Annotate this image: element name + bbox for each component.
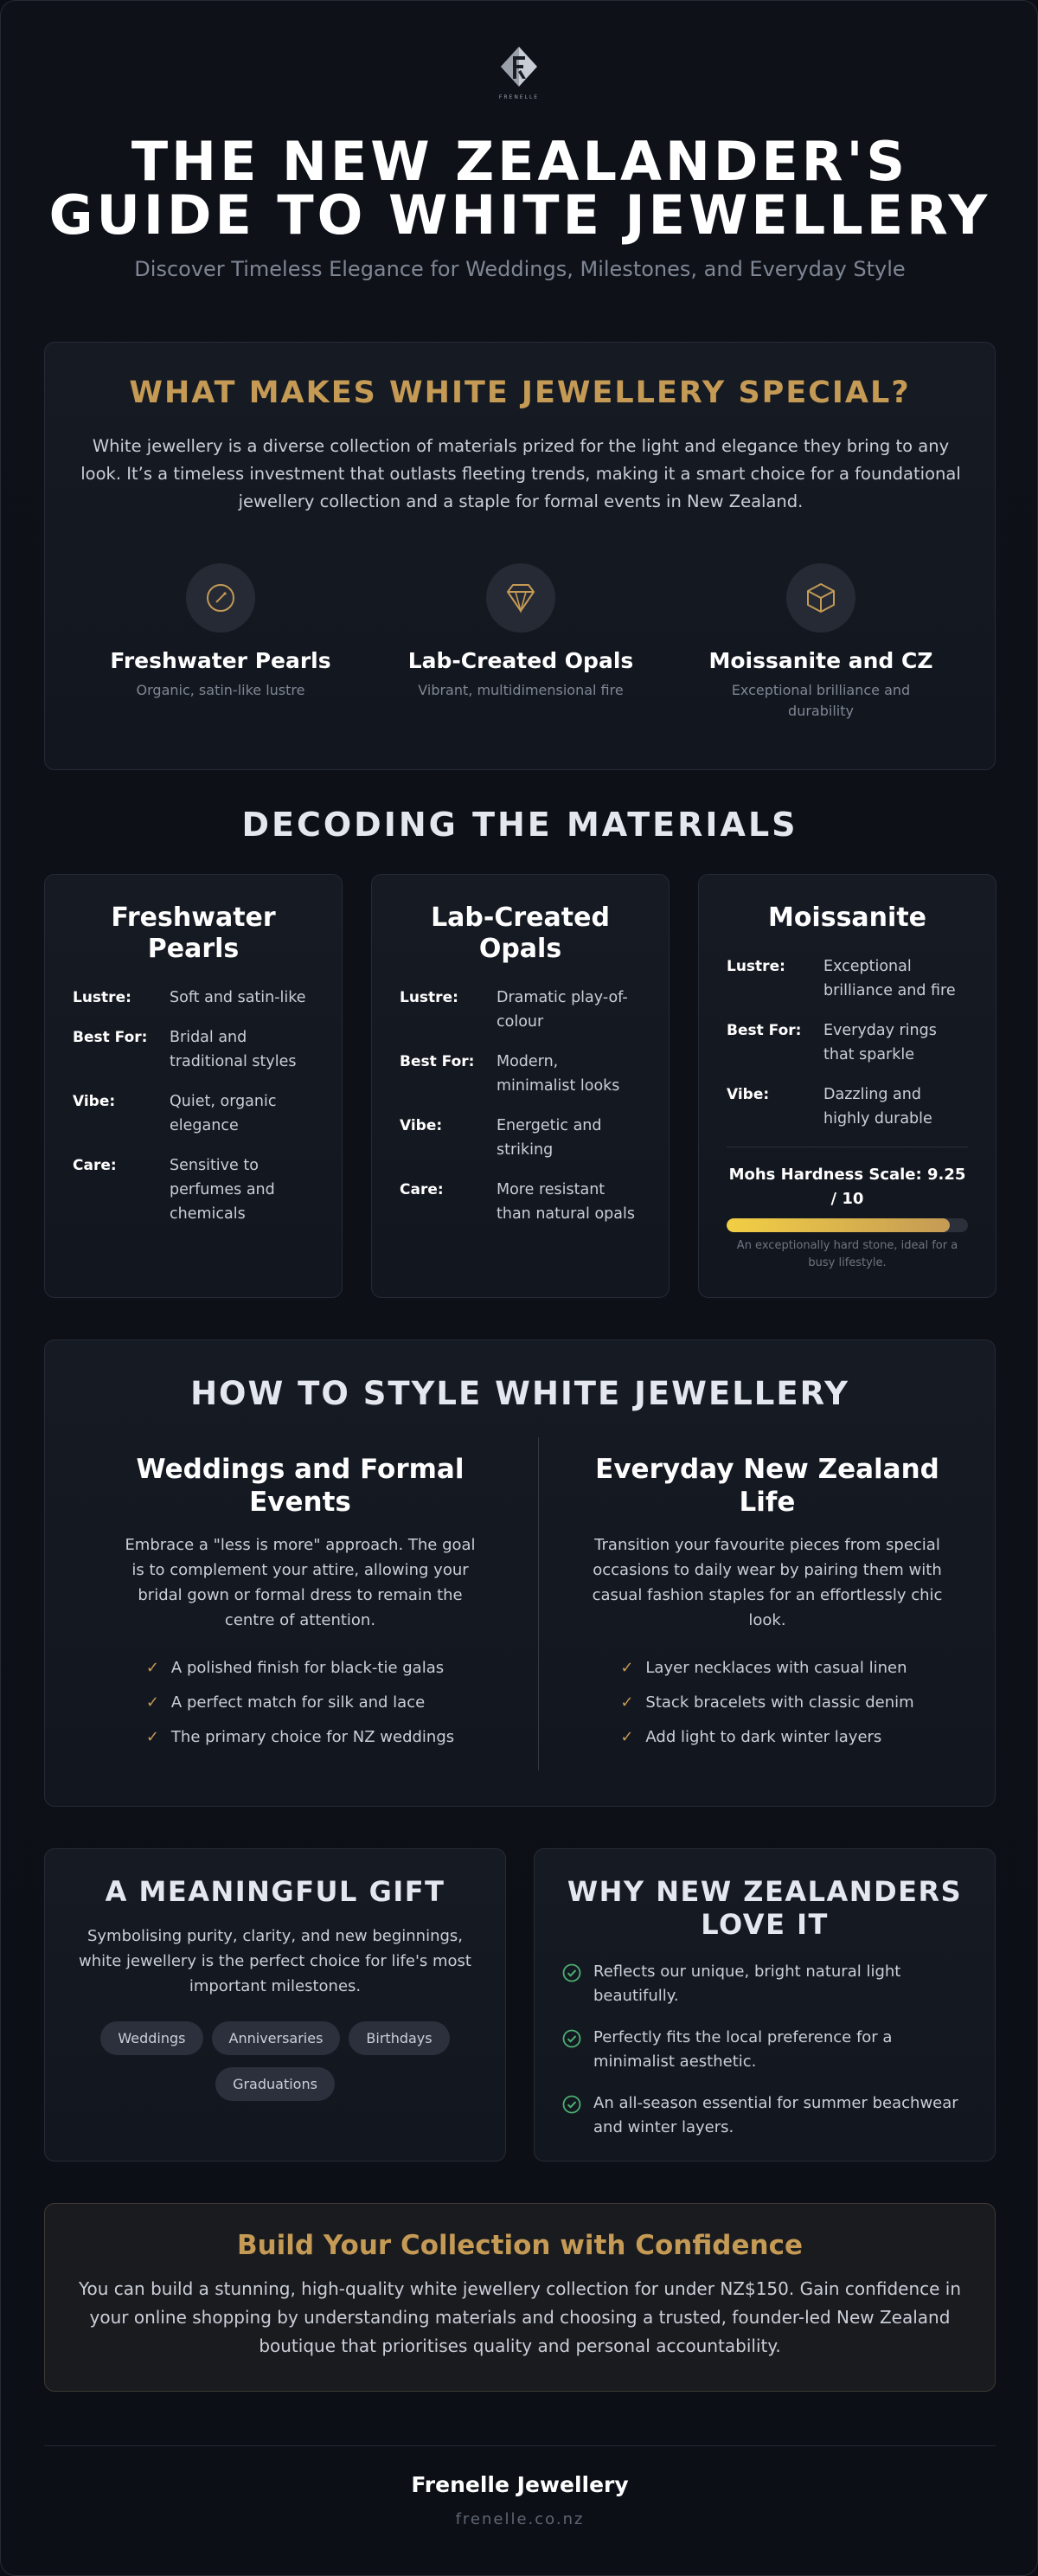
brand-logo[interactable] bbox=[493, 46, 545, 100]
feature-pearls bbox=[78, 563, 363, 701]
diamond-icon bbox=[486, 563, 555, 633]
material-card-opals bbox=[371, 874, 670, 1298]
attr-value: Sensitive to perfumes and chemicals bbox=[170, 1157, 275, 1223]
everyday-body: Transition your favourite pieces from special occasions to daily wear by pairing them with casual fashion staples for an effortlessly chic look. bbox=[592, 1536, 943, 1629]
material-title: Freshwater Pearls bbox=[111, 903, 276, 964]
list-item-text: A polished finish for black-tie galas bbox=[170, 1659, 445, 1677]
page-title bbox=[1, 130, 1038, 247]
feature-opals bbox=[378, 563, 663, 701]
attr-key: Lustre: bbox=[727, 958, 785, 975]
gift-heading: A MEANINGFUL GIFT bbox=[105, 1875, 445, 1908]
gift-body: Symbolising purity, clarity, and new beginnings, white jewellery is the perfect choice for life's most important milestones. bbox=[79, 1927, 471, 1995]
special-section bbox=[44, 342, 996, 770]
attr-row bbox=[400, 1178, 641, 1226]
why-item bbox=[562, 1960, 964, 2008]
styling-formal bbox=[106, 1453, 495, 1761]
list-item bbox=[620, 1692, 913, 1713]
check-icon: ✓ bbox=[620, 1659, 634, 1677]
list-item bbox=[146, 1726, 454, 1748]
attr-key: Vibe: bbox=[400, 1117, 443, 1134]
why-heading: WHY NEW ZEALANDERS LOVE IT bbox=[567, 1875, 963, 1941]
list-item-text: A perfect match for silk and lace bbox=[170, 1693, 426, 1712]
list-item-text: Stack bracelets with classic denim bbox=[645, 1693, 914, 1712]
compass-icon bbox=[186, 563, 255, 633]
feature-moissanite bbox=[678, 563, 964, 722]
mohs-note: An exceptionally hard stone, ideal for a busy lifestyle. bbox=[736, 1239, 958, 1269]
why-section bbox=[534, 1848, 996, 2162]
attr-key: Lustre: bbox=[73, 989, 131, 1006]
feature-desc: Organic, satin-like lustre bbox=[136, 682, 305, 698]
attr-key: Lustre: bbox=[400, 989, 458, 1006]
attr-key: Vibe: bbox=[727, 1086, 770, 1103]
tag-graduations[interactable]: Graduations bbox=[215, 2067, 335, 2101]
check-icon: ✓ bbox=[620, 1728, 634, 1746]
check-icon: ✓ bbox=[145, 1728, 159, 1746]
attr-value: Everyday rings that sparkle bbox=[823, 1022, 937, 1063]
page-subtitle: Discover Timeless Elegance for Weddings, Milestones, and Everyday Style bbox=[134, 257, 906, 281]
cta-body: You can build a stunning, high-quality white jewellery collection for under NZ$150. Gain confidence in your online shopping by understanding materials and choosing a trusted, founder-led New Zealand boutique that prioritises quality and personal accountability. bbox=[78, 2278, 962, 2356]
formal-body: Embrace a "less is more" approach. The goal is to complement your attire, allowing your bridal gown or formal dress to remain the centre of attention. bbox=[125, 1536, 476, 1629]
material-card-moissanite bbox=[698, 874, 996, 1298]
materials-heading: DECODING THE MATERIALS bbox=[241, 806, 798, 844]
mohs-scale bbox=[727, 1147, 968, 1272]
cube-icon bbox=[786, 563, 855, 633]
tag-weddings[interactable]: Weddings bbox=[100, 2021, 202, 2055]
attr-value: Modern, minimalist looks bbox=[497, 1053, 620, 1095]
attr-key: Best For: bbox=[73, 1029, 148, 1046]
everyday-list bbox=[620, 1657, 913, 1761]
formal-list bbox=[146, 1657, 454, 1761]
attr-row bbox=[727, 1082, 968, 1131]
attr-value: Energetic and striking bbox=[497, 1117, 602, 1159]
list-item-text: Layer necklaces with casual linen bbox=[645, 1659, 907, 1677]
check-icon: ✓ bbox=[145, 1693, 159, 1712]
cta-section bbox=[44, 2203, 996, 2392]
gift-section bbox=[44, 1848, 506, 2162]
material-title: Lab-Created Opals bbox=[431, 903, 610, 964]
list-item-text: Add light to dark winter layers bbox=[645, 1728, 882, 1746]
mohs-label: Mohs Hardness Scale: 9.25 / 10 bbox=[728, 1166, 966, 1208]
check-circle-icon bbox=[562, 1963, 581, 1982]
attr-row bbox=[73, 1025, 314, 1074]
attr-value: More resistant than natural opals bbox=[497, 1181, 635, 1223]
tag-birthdays[interactable]: Birthdays bbox=[349, 2021, 449, 2055]
footer-divider bbox=[44, 2445, 996, 2446]
everyday-title: Everyday New Zealand Life bbox=[595, 1454, 939, 1518]
attr-value: Quiet, organic elegance bbox=[170, 1093, 277, 1134]
list-item bbox=[620, 1726, 913, 1748]
check-icon: ✓ bbox=[145, 1659, 159, 1677]
feature-title: Lab-Created Opals bbox=[407, 648, 634, 673]
formal-title: Weddings and Formal Events bbox=[136, 1454, 465, 1518]
list-item bbox=[146, 1657, 454, 1679]
special-body: White jewellery is a diverse collection of materials prized for the light and elegance they bring to any look. It’s a timeless investment that outlasts fleeting trends, making it a smart choice for a foundational jewellery collection and a staple for formal events in New Zealand. bbox=[80, 436, 961, 511]
title-line-1: THE NEW ZEALANDER'S bbox=[131, 130, 909, 193]
list-item-text: The primary choice for NZ weddings bbox=[170, 1728, 455, 1746]
attr-key: Care: bbox=[400, 1181, 444, 1198]
attr-value: Dazzling and highly durable bbox=[823, 1086, 932, 1127]
attr-value: Soft and satin-like bbox=[170, 989, 306, 1006]
mohs-bar bbox=[727, 1218, 968, 1232]
logo-text: FRENELLE bbox=[498, 94, 540, 100]
material-title: Moissanite bbox=[767, 903, 927, 933]
material-card-pearls bbox=[44, 874, 343, 1298]
why-item-text: Perfectly fits the local preference for a minimalist aesthetic. bbox=[593, 2028, 893, 2071]
mohs-bar-fill bbox=[727, 1218, 950, 1232]
occasion-tags bbox=[45, 2021, 505, 2113]
why-list bbox=[562, 1960, 964, 2140]
footer-brand-name: Frenelle Jewellery bbox=[411, 2472, 629, 2497]
check-circle-icon bbox=[562, 2095, 581, 2114]
feature-desc: Exceptional brilliance and durability bbox=[731, 682, 911, 719]
attr-key: Vibe: bbox=[73, 1093, 116, 1110]
cta-heading: Build Your Collection with Confidence bbox=[236, 2230, 803, 2261]
attr-row bbox=[727, 954, 968, 1003]
logo-mark-icon bbox=[497, 46, 541, 91]
tag-anniversaries[interactable]: Anniversaries bbox=[212, 2021, 341, 2055]
styling-heading: HOW TO STYLE WHITE JEWELLERY bbox=[190, 1375, 849, 1412]
check-circle-icon bbox=[562, 2029, 581, 2048]
attr-row bbox=[73, 986, 314, 1010]
why-item bbox=[562, 2026, 964, 2074]
attr-value: Dramatic play-of-colour bbox=[497, 989, 628, 1031]
why-item bbox=[562, 2091, 964, 2140]
attr-value: Bridal and traditional styles bbox=[170, 1029, 297, 1070]
material-attributes bbox=[727, 954, 968, 1131]
material-attributes bbox=[400, 986, 641, 1226]
styling-everyday bbox=[573, 1453, 962, 1761]
why-item-text: Reflects our unique, bright natural light beautifully. bbox=[593, 1963, 901, 2005]
styling-section bbox=[44, 1339, 996, 1807]
column-divider bbox=[538, 1437, 539, 1770]
feature-title: Moissanite and CZ bbox=[708, 648, 933, 673]
title-line-2: GUIDE TO WHITE JEWELLERY bbox=[48, 183, 991, 247]
footer-url-link[interactable]: frenelle.co.nz bbox=[455, 2510, 585, 2528]
attr-row bbox=[727, 1018, 968, 1067]
attr-row bbox=[400, 1050, 641, 1098]
attr-row bbox=[73, 1089, 314, 1138]
feature-desc: Vibrant, multidimensional fire bbox=[418, 682, 624, 698]
attr-key: Best For: bbox=[727, 1022, 802, 1039]
special-heading: WHAT MAKES WHITE JEWELLERY SPECIAL? bbox=[129, 376, 911, 410]
list-item bbox=[146, 1692, 454, 1713]
attr-key: Care: bbox=[73, 1157, 117, 1174]
list-item bbox=[620, 1657, 913, 1679]
check-icon: ✓ bbox=[620, 1693, 634, 1712]
attr-row bbox=[73, 1153, 314, 1226]
attr-key: Best For: bbox=[400, 1053, 475, 1070]
attr-row bbox=[400, 1114, 641, 1162]
feature-title: Freshwater Pearls bbox=[110, 648, 331, 673]
attr-value: Exceptional brilliance and fire bbox=[823, 958, 956, 999]
why-item-text: An all-season essential for summer beachwear and winter layers. bbox=[593, 2094, 958, 2136]
attr-row bbox=[400, 986, 641, 1034]
material-attributes bbox=[73, 986, 314, 1226]
